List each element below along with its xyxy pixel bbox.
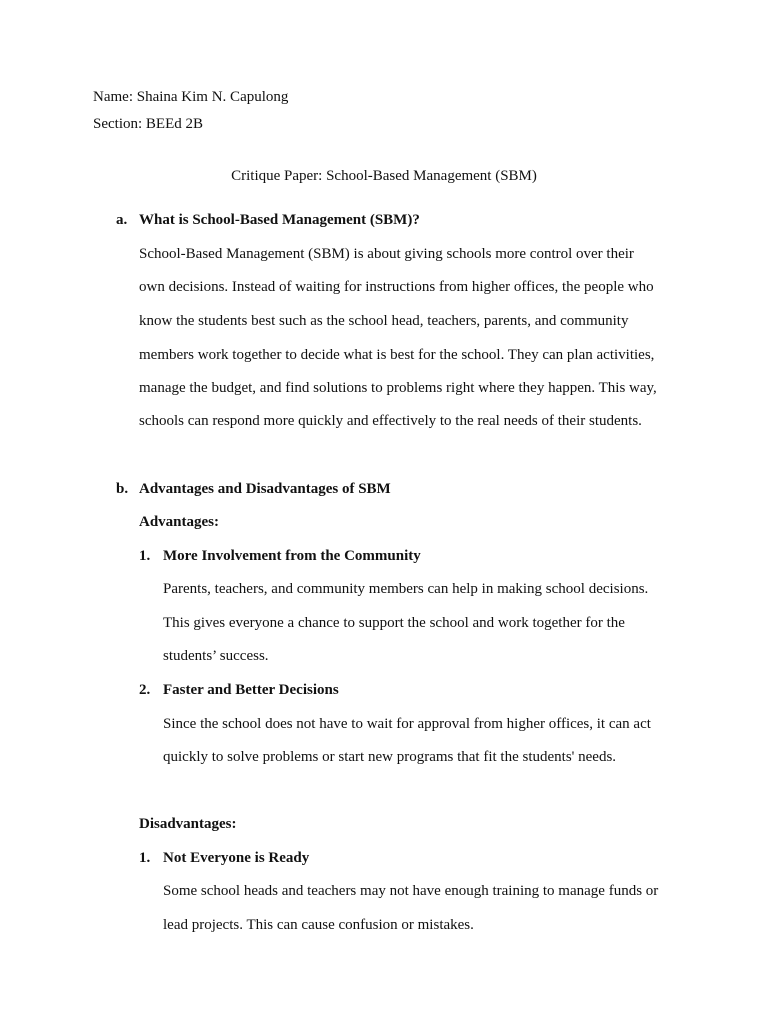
advantage-2-number: 2. [139, 682, 151, 698]
advantages-label: Advantages: [139, 514, 220, 530]
section-a-heading: What is School-Based Management (SBM)? [139, 212, 420, 228]
disadvantage-1-title: Not Everyone is Ready [163, 850, 310, 866]
advantage-1-title: More Involvement from the Community [163, 548, 421, 564]
advantage-2-line: quickly to solve problems or start new programs that fit the students' needs. [163, 749, 617, 765]
student-section: Section: BEEd 2B [93, 116, 203, 132]
student-name: Name: Shaina Kim N. Capulong [93, 89, 289, 105]
advantage-1-line: This gives everyone a chance to support the school and work together for the [163, 615, 625, 631]
section-a-marker: a. [116, 212, 128, 228]
disadvantage-1-line: lead projects. This can cause confusion or mistakes. [163, 917, 474, 933]
paper-title: Critique Paper: School-Based Management (SBM) [231, 168, 537, 184]
disadvantage-1-number: 1. [139, 850, 151, 866]
advantage-1-line: students’ success. [163, 648, 269, 664]
disadvantages-label: Disadvantages: [139, 816, 237, 832]
advantage-1-number: 1. [139, 548, 151, 564]
paragraph-a-line: own decisions. Instead of waiting for instructions from higher offices, the people who [139, 279, 654, 295]
advantage-2-line: Since the school does not have to wait for approval from higher offices, it can act [163, 716, 651, 732]
paragraph-a-line: schools can respond more quickly and effectively to the real needs of their students. [139, 413, 642, 429]
section-b-marker: b. [116, 481, 129, 497]
section-b-heading: Advantages and Disadvantages of SBM [139, 481, 391, 497]
paragraph-a-line: manage the budget, and find solutions to problems right where they happen. This way, [139, 380, 657, 396]
paragraph-a-line: School-Based Management (SBM) is about giving schools more control over their [139, 246, 634, 262]
disadvantage-1-line: Some school heads and teachers may not have enough training to manage funds or [163, 883, 659, 899]
paragraph-a-line: members work together to decide what is best for the school. They can plan activities, [139, 347, 655, 363]
advantage-2-title: Faster and Better Decisions [163, 682, 339, 698]
paragraph-a-line: know the students best such as the school head, teachers, parents, and community [139, 313, 629, 329]
advantage-1-line: Parents, teachers, and community members can help in making school decisions. [163, 581, 649, 597]
